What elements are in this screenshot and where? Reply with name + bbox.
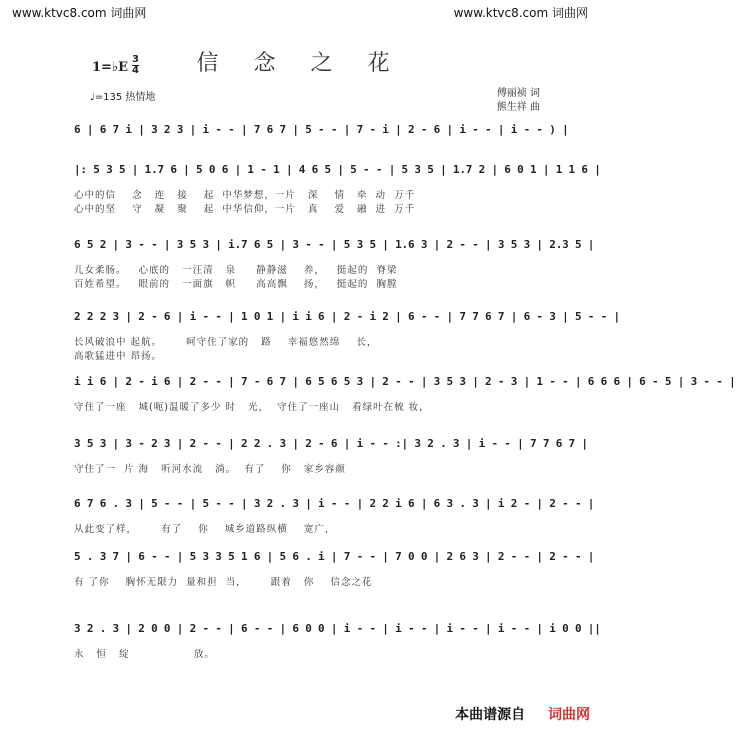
watermark-left: www.ktvc8.com 词曲网: [12, 6, 147, 20]
lyric-line: 心中的信 念 连 接 起 中华梦想，一片 深 情 牵 动 万千: [74, 190, 416, 201]
lyric-line: 有 了你 胸怀无限力 量和担 当， 跟着 你 信念之花: [74, 577, 373, 588]
lyric-line: 永 恒 绽 放。: [74, 649, 215, 660]
composer-credit: 熊生祥 曲: [496, 102, 540, 113]
notation-line: 6 7 6 . 3 | 5 - - | 5 - - | 3 2 . 3 | i - - | 2 2 i 6 | 6 3 . 3 | i 2 - | 2 - - |: [74, 497, 595, 510]
notation-line: 6 | 6 7 i | 3 2 3 | i - - | 7 6 7 | 5 - - | 7 - i | 2 - 6 | i - - | i - - ) |: [74, 123, 569, 136]
watermark-right: www.ktvc8.com 词曲网: [453, 6, 588, 20]
lyric-line: 守住了一 片 海 听河水流 淌。 有了 你 家乡容颜: [74, 464, 346, 475]
notation-line: 3 5 3 | 3 - 2 3 | 2 - - | 2 2 . 3 | 2 - 6 | i - - :| 3 2 . 3 | i - - | 7 7 6 7 |: [74, 437, 588, 450]
footer: [455, 704, 590, 724]
lyric-line: 从此变了样， 有了 你 城乡道路纵横 宽广，: [74, 524, 336, 535]
meter-bottom: 4: [132, 65, 139, 76]
lyric-line: 百姓希望。 眼前的 一面旗 帜 高高飘 扬， 挺起的 胸膛: [74, 279, 398, 290]
lyric-line: 长风破浪中 起航。 呵守住了家的 路 幸福悠然绵 长，: [74, 337, 378, 348]
key-signature: 1=♭E: [92, 60, 128, 75]
meter-top: 3: [132, 54, 139, 65]
notation-line: 3 2 . 3 | 2 0 0 | 2 - - | 6 - - | 6 0 0 | i - - | i - - | i - - | i - - | i 0 0 ||: [74, 622, 601, 635]
footer-source-text: 本曲谱源自: [455, 707, 526, 723]
notation-line: i i 6 | 2 - i 6 | 2 - - | 7 - 6 7 | 6 5 6 5 3 | 2 - - | 3 5 3 | 2 - 3 | 1 - - | 6 6 6 | 6 - 5 | 3 - - |: [74, 375, 736, 388]
lyric-line: 心中的坚 守 凝 聚 起 中华信仰，一片 真 爱 融 进 万千: [74, 204, 416, 215]
notation-line: 6 5 2 | 3 - - | 3 5 3 | i.7 6 5 | 3 - - | 5 3 5 | 1.6 3 | 2 - - | 3 5 3 | 2.3 5 |: [74, 238, 595, 251]
footer-logo: 词曲网: [548, 707, 590, 723]
notation-line: 5 . 3 7 | 6 - - | 5 3 3 5 1 6 | 5 6 . i | 7 - - | 7 0 0 | 2 6 3 | 2 - - | 2 - - |: [74, 550, 595, 563]
song-title: 信 念 之 花: [196, 51, 404, 76]
lyric-line: 守住了一座 城(呃)温暖了多少 时 光， 守住了一座山 看绿叶在梳 妆，: [74, 402, 430, 413]
lyricist-credit: 傅丽祯 词: [496, 88, 540, 99]
lyric-line: 儿女柔肠。 心底的 一汪清 泉 静静滋 养， 挺起的 脊梁: [74, 265, 398, 276]
notation-line: 2 2 2 3 | 2 - 6 | i - - | 1 0 1 | i i 6 | 2 - i 2 | 6 - - | 7 7 6 7 | 6 - 3 | 5 - - |: [74, 310, 620, 323]
notation-line: |: 5 3 5 | 1.7 6 | 5 0 6 | 1 - 1 | 4 6 5 | 5 - - | 5 3 5 | 1.7 2 | 6 0 1 | 1 1 6 |: [74, 163, 601, 176]
lyric-line: 高歌猛进中 昂扬。: [74, 351, 163, 362]
tempo-marking: ♩=135 热情地: [90, 92, 156, 103]
